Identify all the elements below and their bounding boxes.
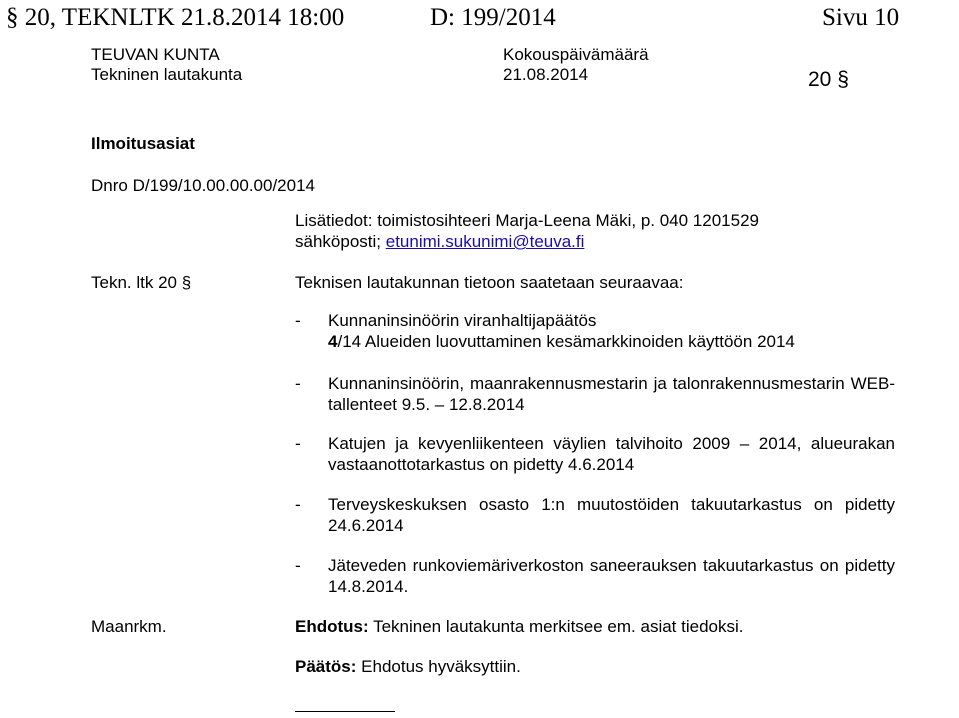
decision-number: 4 bbox=[328, 332, 338, 351]
proposal-lead: Ehdotus: bbox=[295, 617, 369, 636]
board-name: Tekninen lautakunta bbox=[91, 65, 243, 84]
section-number: 20 § bbox=[808, 68, 849, 91]
contact-email-line bbox=[295, 231, 584, 252]
decision-lead: Päätös: bbox=[295, 657, 357, 676]
proposal-text bbox=[295, 616, 744, 637]
email-link[interactable]: etunimi.sukunimi@teuva.fi bbox=[385, 232, 585, 251]
item-text: Jäteveden runkoviemäriverkoston saneerauksen takuutarkastus on pidetty 14.8.2014. bbox=[328, 556, 895, 596]
decision-text bbox=[295, 656, 521, 677]
item-dash: - bbox=[295, 495, 301, 514]
section-header: § 20, TEKNLTK 21.8.2014 18:00 bbox=[6, 4, 345, 31]
item-text: Terveyskeskuksen osasto 1:n muutostöiden takuutarkastus on pidetty 24.6.2014 bbox=[328, 495, 895, 535]
item-text bbox=[328, 310, 895, 352]
municipality-name: TEUVAN KUNTA bbox=[91, 45, 220, 64]
page-number: Sivu 10 bbox=[822, 4, 900, 31]
item-dash: - bbox=[295, 311, 301, 330]
item-dash: - bbox=[295, 434, 301, 453]
intro-label: Tekn. ltk 20 § bbox=[91, 273, 192, 292]
signature-line bbox=[295, 711, 395, 712]
diary-number: D: 199/2014 bbox=[430, 4, 556, 31]
email-prefix: sähköposti; bbox=[295, 232, 386, 251]
decision-title: /14 Alueiden luovuttaminen kesämarkkinoiden käyttöön 2014 bbox=[337, 332, 795, 351]
dnro: Dnro D/199/10.00.00.00/2014 bbox=[91, 176, 316, 195]
item-dash: - bbox=[295, 374, 301, 393]
item-line: Kunnaninsinöörin viranhaltijapäätös bbox=[328, 311, 597, 330]
item-text: Kunnaninsinöörin, maanrakennusmestarin ja talonrakennusmestarin WEB-tallenteet 9.5. – 12.8.2014 bbox=[328, 374, 895, 414]
meeting-date-label: Kokouspäivämäärä bbox=[503, 45, 649, 64]
page-title: Ilmoitusasiat bbox=[91, 134, 195, 153]
meeting-date: 21.08.2014 bbox=[503, 65, 589, 84]
contact-info: Lisätiedot: toimistosihteeri Marja-Leena Mäki, p. 040 1201529 bbox=[295, 211, 759, 230]
proposal-body: Tekninen lautakunta merkitsee em. asiat tiedoksi. bbox=[368, 617, 744, 636]
proposal-author: Maanrkm. bbox=[91, 617, 167, 636]
intro-text: Teknisen lautakunnan tietoon saatetaan seuraavaa: bbox=[295, 273, 684, 292]
item-dash: - bbox=[295, 556, 301, 575]
item-line bbox=[328, 331, 895, 352]
item-text: Katujen ja kevyenliikenteen väylien talvihoito 2009 – 2014, alueurakan vastaanottotarkastus on pidetty 4.6.2014 bbox=[328, 434, 895, 474]
decision-body: Ehdotus hyväksyttiin. bbox=[356, 657, 521, 676]
